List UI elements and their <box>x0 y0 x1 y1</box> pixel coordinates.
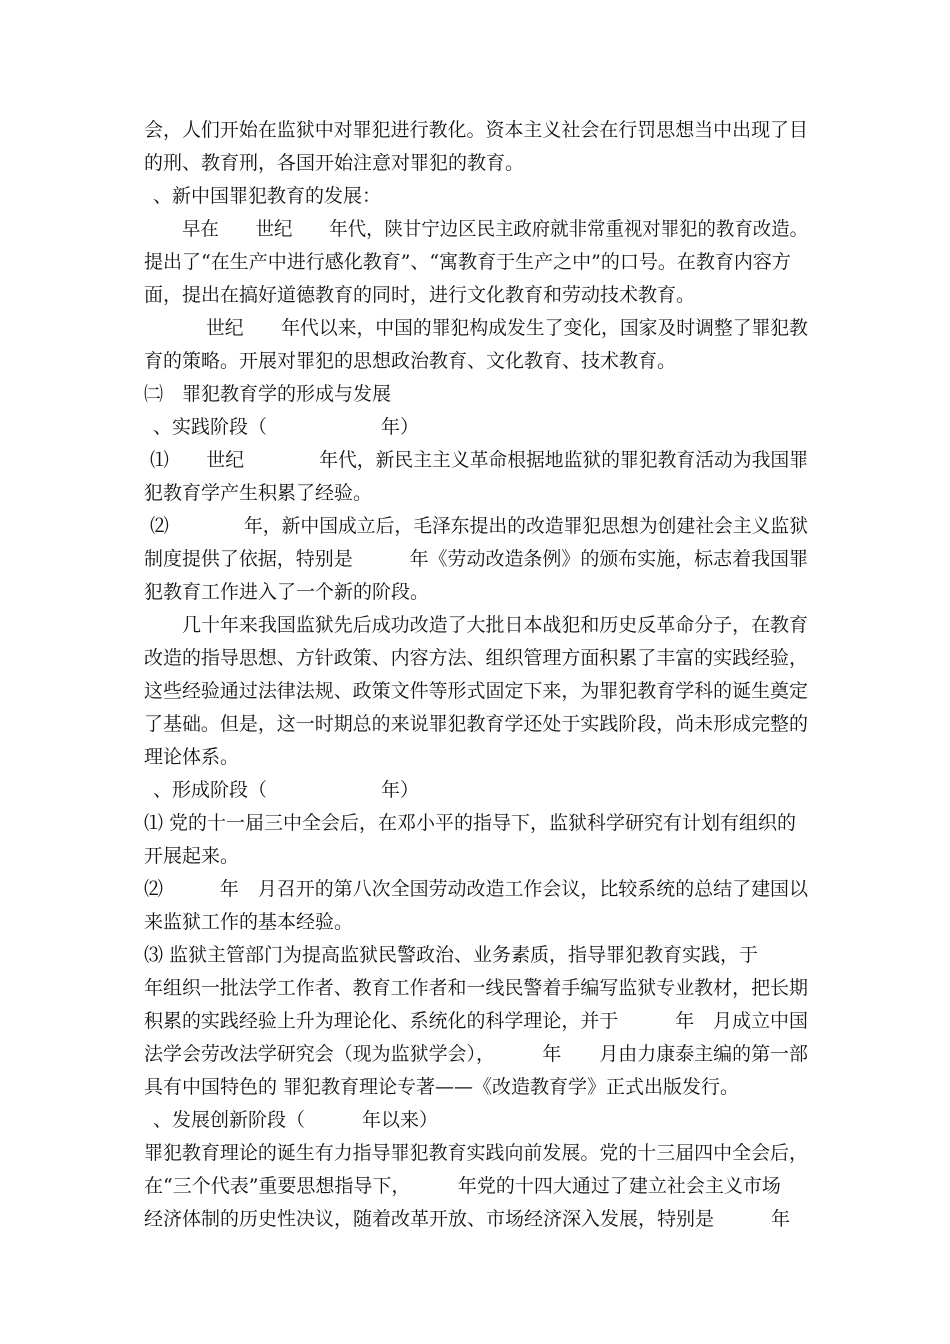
text-line: 几十年来我国监狱先后成功改造了大批日本战犯和历史反革命分子，在教育 <box>182 614 809 636</box>
text-line: 改造的指导思想、方针政策、内容方法、组织管理方面积累了丰富的实践经验， <box>144 647 809 669</box>
text-line: ⑴ 党的十一届三中全会后，在邓小平的指导下，监狱科学研究有计划有组织的 <box>144 812 797 834</box>
text-line: 了基础。但是，这一时期总的来说罪犯教育学还处于实践阶段，尚未形成完整的 <box>144 713 809 735</box>
section-heading: 、实践阶段（ 年） <box>153 416 420 438</box>
text-line: 这些经验通过法律法规、政策文件等形式固定下来，为罪犯教育学科的诞生奠定 <box>144 680 809 702</box>
text-line: 年组织一批法学工作者、教育工作者和一线民警着手编写监狱专业教材，把长期 <box>144 977 809 999</box>
text-line: ⑴ 世纪 年代，新民主主义革命根据地监狱的罪犯教育活动为我国罪 <box>150 449 809 471</box>
text-line: 世纪 年代以来，中国的罪犯构成发生了变化，国家及时调整了罪犯教 <box>206 317 808 339</box>
section-heading: 、形成阶段（ 年） <box>153 779 420 801</box>
text-line: ⑵ 年 月召开的第八次全国劳动改造工作会议，比较系统的总结了建国以 <box>144 878 809 900</box>
text-line: 开展起来。 <box>144 845 240 867</box>
text-line: 理论体系。 <box>144 746 240 768</box>
text-line: 来监狱工作的基本经验。 <box>144 911 354 933</box>
text-line: 在“三个代表”重要思想指导下， 年党的十四大通过了建立社会主义市场 <box>144 1175 781 1197</box>
text-line: 犯教育工作进入了一个新的阶段。 <box>144 581 430 603</box>
text-line: 法学会劳改法学研究会（现为监狱学会）， 年 月由力康泰主编的第一部 <box>144 1043 809 1065</box>
text-line: 积累的实践经验上升为理论化、系统化的科学理论，并于 年 月成立中国 <box>144 1010 809 1032</box>
text-line: 制度提供了依据，特别是 年《劳动改造条例》的颁布实施，标志着我国罪 <box>144 548 809 570</box>
text-line: 的刑、教育刑，各国开始注意对罪犯的教育。 <box>144 152 525 174</box>
section-heading: 、发展创新阶段（ 年以来） <box>153 1109 439 1131</box>
section-heading: 、新中国罪犯教育的发展： <box>153 185 382 207</box>
text-line: ⑶ 监狱主管部门为提高监狱民警政治、业务素质，指导罪犯教育实践，于 <box>144 944 759 966</box>
text-line: 提出了“在生产中进行感化教育”、“寓教育于生产之中”的口号。在教育内容方 <box>144 251 791 273</box>
text-line: ⑵ 年，新中国成立后，毛泽东提出的改造罪犯思想为创建社会主义监狱 <box>150 515 809 537</box>
text-line: 经济体制的历史性决议，随着改革开放、市场经济深入发展，特别是 年 <box>144 1208 791 1230</box>
text-line: 育的策略。开展对罪犯的思想政治教育、文化教育、技术教育。 <box>144 350 677 372</box>
text-line: 早在 世纪 年代，陕甘宁边区民主政府就非常重视对罪犯的教育改造。 <box>182 218 808 240</box>
text-line: 具有中国特色的 罪犯教育理论专著——《改造教育学》正式出版发行。 <box>144 1076 740 1098</box>
text-line: 犯教育学产生积累了经验。 <box>144 482 373 504</box>
section-heading: ㈡ 罪犯教育学的形成与发展 <box>144 383 392 405</box>
text-line: 罪犯教育理论的诞生有力指导罪犯教育实践向前发展。党的十三届四中全会后， <box>144 1142 809 1164</box>
text-line: 会，人们开始在监狱中对罪犯进行教化。资本主义社会在行罚思想当中出现了目 <box>144 119 809 141</box>
text-line: 面，提出在搞好道德教育的同时，进行文化教育和劳动技术教育。 <box>144 284 696 306</box>
